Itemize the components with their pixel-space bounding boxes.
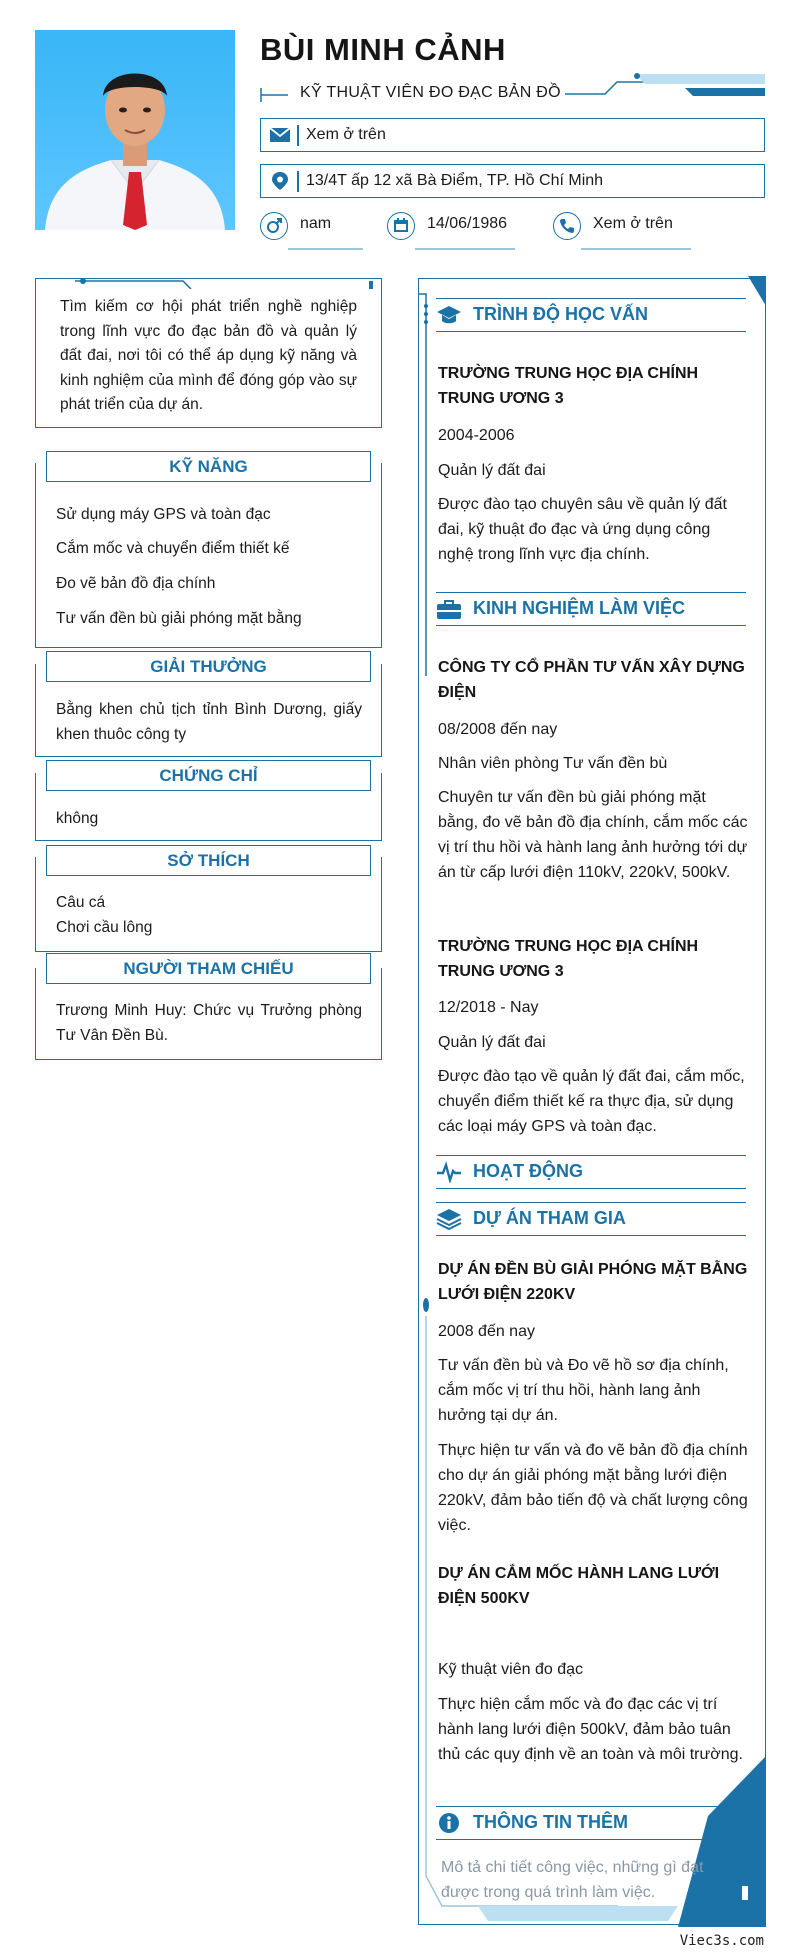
activities-heading: HOẠT ĐỘNG xyxy=(436,1155,746,1189)
project-period: 2008 đến nay xyxy=(438,1323,535,1340)
address-value: 13/4T ấp 12 xã Bà Điểm, TP. Hồ Chí Minh xyxy=(306,172,604,189)
project-name: DỰ ÁN ĐỀN BÙ GIẢI PHÓNG MẶT BẰNG LƯỚI ĐIỆN 220KV xyxy=(438,1261,748,1303)
education-heading: TRÌNH ĐỘ HỌC VẤN xyxy=(436,298,746,332)
experience-description: Chuyên tư vấn đền bù giải phóng mặt bằng, đo vẽ bản đồ địa chính, cắm mốc các vị trí thu hồi và hành lang ảnh hưởng tới dự án từ cấp lưới điện 110kV, 220kV, 500kV. xyxy=(438,789,748,881)
project-details: Thực hiện cắm mốc và đo đạc các vị trí hành lang lưới điện 500kV, đảm bảo tuân thủ các quy định về an toàn và môi trường. xyxy=(438,1696,743,1763)
career-objective-text: Tìm kiếm cơ hội phát triển nghề nghiệp trong lĩnh vực đo đạc bản đồ và quản lý đất đai, nơi tôi có thể áp dụng kỹ năng và kinh nghiệm của mình để đóng góp vào sự phát triển của dự án. xyxy=(60,298,357,413)
experience-period: 12/2018 - Nay xyxy=(438,999,539,1016)
birthday-underline xyxy=(415,248,515,250)
gender-value: nam xyxy=(300,215,332,232)
extra-info-placeholder: Mô tả chi tiết công việc, những gì đạt được trong quá trình làm việc. xyxy=(441,1859,704,1901)
location-pin-icon xyxy=(269,171,291,191)
experience-description: Được đào tạo về quản lý đất đai, cắm mốc, chuyển điểm thiết kế ra thực địa, sử dụng các loại máy GPS và toàn đạc. xyxy=(438,1068,745,1135)
career-objective-box xyxy=(35,278,382,428)
site-watermark: Viec3s.com xyxy=(679,1933,764,1949)
email-icon xyxy=(269,125,291,145)
skills-heading: KỸ NĂNG xyxy=(46,451,371,482)
extra-info-heading: THÔNG TIN THÊM xyxy=(436,1806,746,1840)
experience-heading: KINH NGHIỆM LÀM VIỆC xyxy=(436,592,746,626)
experience-period: 08/2008 đến nay xyxy=(438,721,558,738)
candidate-name: BÙI MINH CẢNH xyxy=(260,32,506,67)
hobby-item: Câu cá xyxy=(56,894,106,911)
education-school: TRƯỜNG TRUNG HỌC ĐỊA CHÍNH TRUNG ƯƠNG 3 xyxy=(438,365,699,407)
hobby-item: Chơi cầu lông xyxy=(56,919,153,936)
hobbies-heading: SỞ THÍCH xyxy=(46,845,371,876)
certificates-text: không xyxy=(56,810,99,827)
project-description: Tư vấn đền bù và Đo vẽ hồ sơ địa chính, cắm mốc vị trí thu hồi, hành lang ảnh hưởng tại dự án. xyxy=(438,1357,729,1424)
info-icon xyxy=(436,1812,462,1834)
birthday-value: 14/06/1986 xyxy=(427,215,508,232)
project-details: Thực hiện tư vấn và đo vẽ bản đồ địa chính cho dự án giải phóng mặt bằng lưới điện 220kV, đảm bảo tiến độ và chất lượng công việc. xyxy=(438,1442,748,1534)
briefcase-icon xyxy=(436,598,462,620)
education-major: Quản lý đất đai xyxy=(438,462,546,479)
experience-company: TRƯỜNG TRUNG HỌC ĐỊA CHÍNH TRUNG ƯƠNG 3 xyxy=(438,938,699,980)
calendar-icon xyxy=(387,212,415,240)
gender-icon xyxy=(260,212,288,240)
layers-icon xyxy=(436,1208,462,1230)
certificates-heading: CHỨNG CHỈ xyxy=(46,760,371,791)
education-period: 2004-2006 xyxy=(438,427,515,444)
skill-item: Đo vẽ bản đồ địa chính xyxy=(56,575,216,592)
address-row xyxy=(260,164,765,198)
education-description: Được đào tạo chuyên sâu về quản lý đất đai, kỹ thuật đo đạc và ứng dụng công nghệ trong lĩnh vực địa chính. xyxy=(438,496,727,563)
email-value: Xem ở trên xyxy=(306,126,386,143)
gender-underline xyxy=(288,248,363,250)
email-row xyxy=(260,118,765,152)
references-text: Trương Minh Huy: Chức vụ Trưởng phòng Tư Vân Đền Bù. xyxy=(56,1002,362,1044)
projects-heading: DỰ ÁN THAM GIA xyxy=(436,1202,746,1236)
header-ornament xyxy=(565,70,765,98)
graduation-cap-icon xyxy=(436,304,462,326)
avatar xyxy=(35,30,235,230)
phone-underline xyxy=(581,248,691,250)
project-role: Kỹ thuật viên đo đạc xyxy=(438,1661,583,1678)
skill-item: Sử dụng máy GPS và toàn đạc xyxy=(56,506,271,523)
awards-heading: GIẢI THƯỞNG xyxy=(46,651,371,682)
project-name: DỰ ÁN CẮM MỐC HÀNH LANG LƯỚI ĐIỆN 500KV xyxy=(438,1565,720,1607)
experience-position: Nhân viên phòng Tư vấn đền bù xyxy=(438,755,668,772)
skill-item: Cắm mốc và chuyển điểm thiết kế xyxy=(56,540,290,557)
skill-item: Tư vấn đền bù giải phóng mặt bằng xyxy=(56,610,302,627)
phone-icon xyxy=(553,212,581,240)
experience-company: CÔNG TY CỔ PHẦN TƯ VẤN XÂY DỰNG ĐIỆN xyxy=(438,659,745,701)
phone-value: Xem ở trên xyxy=(593,215,673,232)
job-title: KỸ THUẬT VIÊN ĐO ĐẠC BẢN ĐỒ xyxy=(300,84,561,101)
references-heading: NGƯỜI THAM CHIẾU xyxy=(46,953,371,984)
activity-pulse-icon xyxy=(436,1161,462,1183)
objective-ornament xyxy=(35,276,382,288)
experience-position: Quản lý đất đai xyxy=(438,1034,546,1051)
awards-text: Bằng khen chủ tịch tỉnh Bình Dương, giấy khen thuôc công ty xyxy=(56,701,362,743)
title-connector-icon xyxy=(260,86,290,104)
